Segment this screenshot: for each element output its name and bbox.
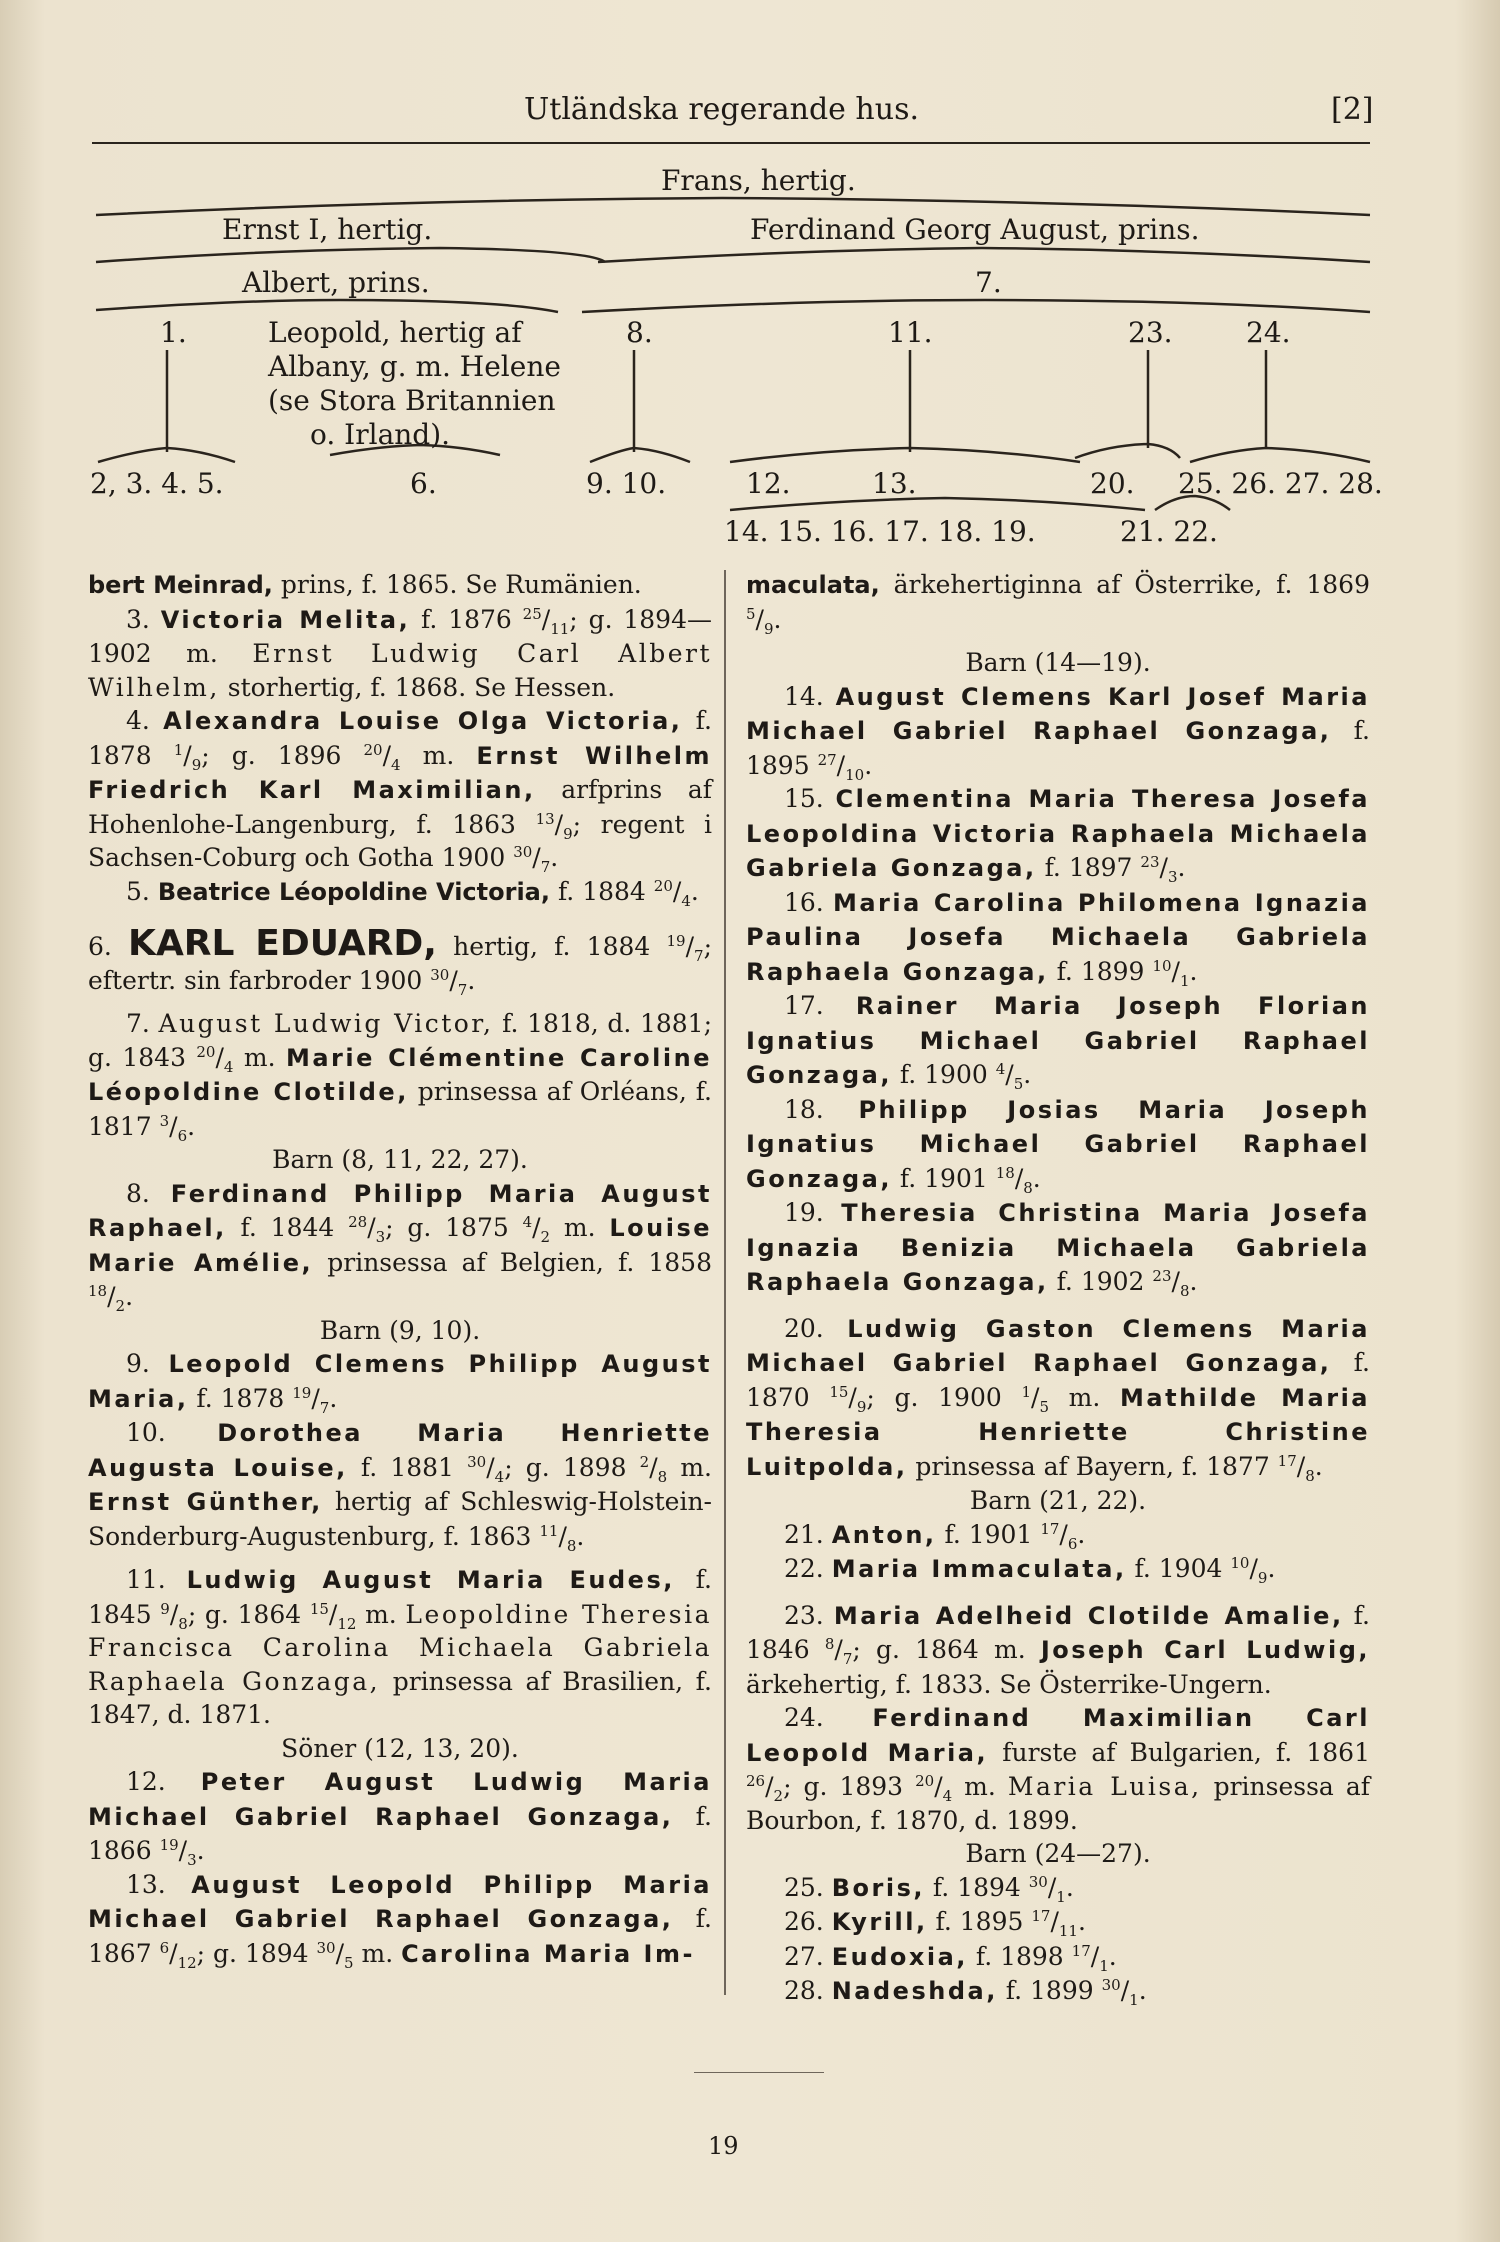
entry-2-continued: bert Meinrad, prins, f. 1865. Se Rumänien. <box>88 570 642 599</box>
entry-27: 27. Eudoxia, f. 1898 $^{17}/_1$. <box>784 1941 1117 1975</box>
page-number: 19 <box>708 2132 739 2160</box>
tree-number-12: 12. <box>746 467 791 500</box>
tree-albert: Albert, prins. <box>242 266 430 299</box>
tree-numbers-14-19: 14. 15. 16. 17. 18. 19. <box>724 515 1036 548</box>
entry-9: 9. Leopold Clemens Philipp August Maria, f. 1878 $^{19}/_7$. <box>88 1349 712 1417</box>
tree-number-24: 24. <box>1246 316 1291 349</box>
running-title: Utländska regerande hus. <box>524 92 920 127</box>
tree-leopold-line-1: Leopold, hertig af <box>268 316 522 349</box>
entry-5: 5. Beatrice Léopoldine Victoria, f. 1884 $^{20}/_4$. <box>126 876 699 910</box>
entry-14: 14. August Clemens Karl Josef Maria Michael Gabriel Raphael Gonzaga, f. 1895 $^{27}/_{10}$. <box>746 681 1370 784</box>
page-reference: [2] <box>1331 92 1374 127</box>
tree-number-11: 11. <box>888 316 933 349</box>
tree-ernst: Ernst I, hertig. <box>222 213 433 246</box>
tree-numbers-21-22: 21. 22. <box>1120 515 1218 548</box>
tree-root: Frans, hertig. <box>661 164 856 197</box>
entry-17: 17. Rainer Maria Joseph Florian Ignatius Michael Gabriel Raphael Gonzaga, f. 1900 $^4/_5$. <box>746 991 1370 1093</box>
entry-16: 16. Maria Carolina Philomena Ignazia Paulina Josefa Michaela Gabriela Raphaela Gonzaga, f. 1899 $^{10}/_1$. <box>746 887 1370 990</box>
entry-22: 22. Maria Immaculata, f. 1904 $^{10}/_9$. <box>784 1554 1276 1587</box>
entry-26: 26. Kyrill, f. 1895 $^{17}/_{11}$. <box>784 1907 1086 1940</box>
entry-18: 18. Philipp Josias Maria Joseph Ignatius Michael Gabriel Raphael Gonzaga, f. 1901 $^{18}/_8$. <box>746 1094 1370 1197</box>
footer-rule <box>694 2072 824 2073</box>
entry-15: 15. Clementina Maria Theresa Josefa Leopoldina Victoria Raphaela Michaela Gabriela Gonzaga, f. 1897 $^{23}/_3$. <box>746 784 1370 886</box>
tree-number-23: 23. <box>1128 316 1173 349</box>
tree-numbers-25-28: 25. 26. 27. 28. <box>1178 467 1383 500</box>
entry-20: 20. Ludwig Gaston Clemens Maria Michael Gabriel Raphael Gonzaga, f. 1870 $^{15}/_9$; g. 1900 $^1/_5$ m. Mathilde Maria Theresia Henriette Christine Luitpolda, prinsessa af Bayern, f. 1877 $^{17}/_8$. <box>746 1313 1370 1485</box>
entry-13: 13. August Leopold Philipp Maria Michael Gabriel Raphael Gonzaga, f. 1867 $^6/_{12}$; g. 1894 $^{30}/_5$ m. Carolina Maria Im- <box>88 1869 712 1972</box>
entry-6: 6. KARL EDUARD, hertig, f. 1884 $^{19}/_7$; eftertr. sin farbroder 1900 $^{30}/_7$. <box>88 923 712 999</box>
entry-21: 21. Anton, f. 1901 $^{17}/_6$. <box>784 1519 1086 1553</box>
entry-28: 28. Nadeshda, f. 1899 $^{30}/_1$. <box>784 1976 1147 2009</box>
tree-number-6: 6. <box>410 467 437 500</box>
entry-3: 3. Victoria Melita, f. 1876 $^{25}/_{11}$; g. 1894—1902 m. Ernst Ludwig Carl Albert Wilhelm, storhertig, f. 1868. Se Hessen. <box>88 604 712 702</box>
entry-7: 7. August Ludwig Victor, f. 1818, d. 1881; g. 1843 $^{20}/_4$ m. Marie Clémentine Caroline Léopoldine Clotilde, prinsessa af Orléans, f. 1817 $^3/_6$. <box>88 1009 713 1145</box>
entry-12: 12. Peter August Ludwig Maria Michael Gabriel Raphael Gonzaga, f. 1866 $^{19}/_3$. <box>88 1767 712 1869</box>
children-heading-7: Barn (8, 11, 22, 27). <box>272 1145 528 1174</box>
entry-8: 8. Ferdinand Philipp Maria August Raphael, f. 1844 $^{28}/_3$; g. 1875 $^4/_2$ m. Louise Marie Amélie, prinsessa af Belgien, f. 1858 $^{18}/_2$. <box>88 1178 712 1315</box>
children-heading-20: Barn (21, 22). <box>969 1486 1147 1515</box>
right-column <box>746 568 1370 2009</box>
entry-4: 4. Alexandra Louise Olga Victoria, f. 1878 $^1/_9$; g. 1896 $^{20}/_4$ m. Ernst Wilhelm Friedrich Karl Maximilian, arfprins af Hohenlohe-Langenburg, f. 1863 $^{13}/_9$; regent i Sachsen-Coburg och Gotha 1900 $^{30}/_7$. <box>88 706 713 876</box>
entry-11: 11. Ludwig August Maria Eudes, f. 1845 $^9/_8$; g. 1864 $^{15}/_{12}$ m. Leopoldine Theresia Francisca Carolina Michaela Gabriela Raphaela Gonzaga, prinsessa af Brasilien, f. 1847, d. 1871. <box>88 1565 713 1729</box>
tree-number-13: 13. <box>872 467 917 500</box>
tree-number-7: 7. <box>975 266 1002 299</box>
entry-24: 24. Ferdinand Maximilian Carl Leopold Maria, furste af Bulgarien, f. 1861 $^{26}/_2$; g. 1893 $^{20}/_4$ m. Maria Luisa, prinsessa af Bourbon, f. 1870, d. 1899. <box>746 1703 1371 1835</box>
entry-10: 10. Dorothea Maria Henriette Augusta Louise, f. 1881 $^{30}/_4$; g. 1898 $^2/_8$ m. Ernst Günther, hertig af Schleswig-Holstein-Sonderburg-Augustenburg, f. 1863 $^{11}/_8$. <box>88 1418 712 1555</box>
tree-leopold-line-2: Albany, g. m. Helene <box>268 350 561 383</box>
tree-number-1: 1. <box>160 316 187 349</box>
entry-23: 23. Maria Adelheid Clotilde Amalie, f. 1846 $^8/_7$; g. 1864 m. Joseph Carl Ludwig, ärkehertig, f. 1833. Se Österrike-Ungern. <box>746 1600 1370 1699</box>
children-heading-13: Barn (14—19). <box>965 648 1151 677</box>
left-column <box>88 568 712 1971</box>
children-heading-11: Söner (12, 13, 20). <box>281 1733 519 1763</box>
children-heading-24: Barn (24—27). <box>965 1839 1151 1868</box>
tree-number-8: 8. <box>626 316 653 349</box>
entry-25: 25. Boris, f. 1894 $^{30}/_1$. <box>784 1872 1074 1906</box>
column-divider <box>724 570 726 1995</box>
children-heading-8: Barn (9, 10). <box>319 1315 481 1345</box>
tree-number-20: 20. <box>1090 467 1135 500</box>
entry-13-continued: maculata, ärkehertiginna af Österrike, f. 1869 $^5/_9$. <box>746 570 1370 638</box>
tree-ferdinand: Ferdinand Georg August, prins. <box>750 213 1200 246</box>
entry-19: 19. Theresia Christina Maria Josefa Ignazia Benizia Michaela Gabriela Raphaela Gonzaga, f. 1902 $^{23}/_8$. <box>746 1198 1370 1300</box>
tree-numbers-9-10: 9. 10. <box>586 467 667 500</box>
tree-leopold-line-4: o. Irland). <box>310 418 451 451</box>
tree-numbers-2-5: 2, 3. 4. 5. <box>90 467 224 500</box>
tree-leopold-line-3: (se Stora Britannien <box>268 384 556 417</box>
